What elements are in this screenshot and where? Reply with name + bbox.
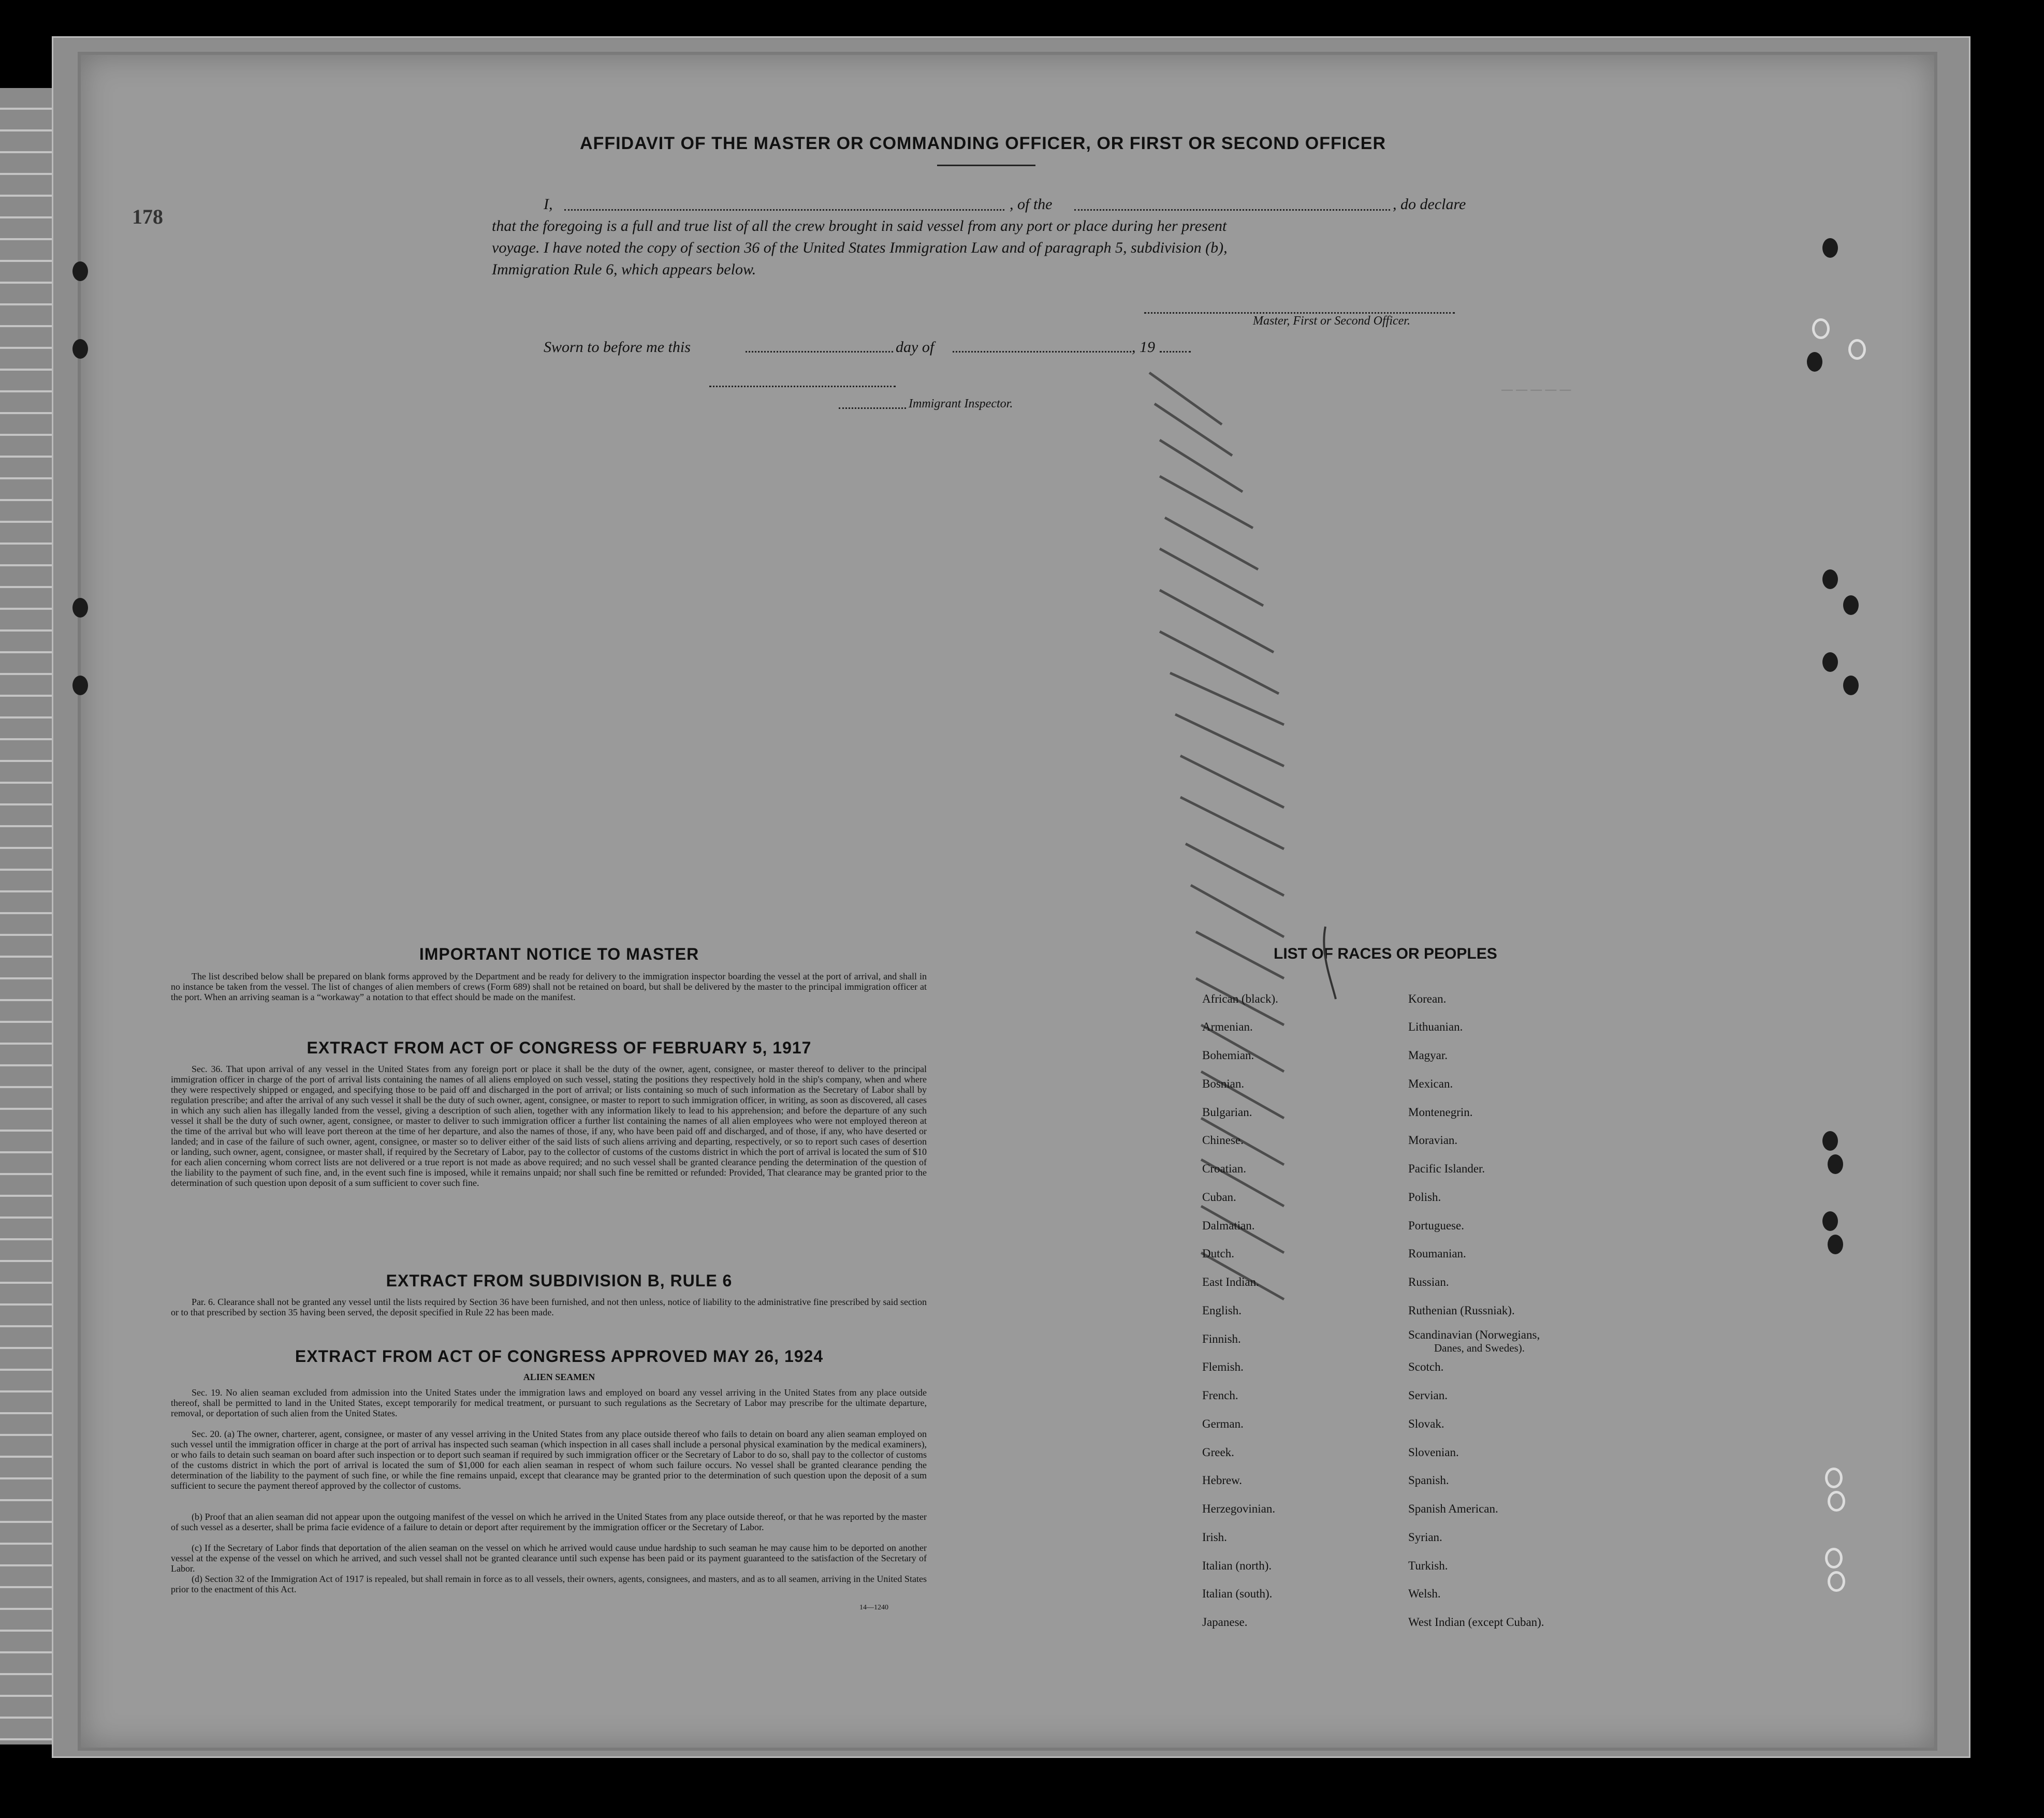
inspector-dotline [839, 407, 906, 409]
race-item: Italian (north). [1202, 1559, 1272, 1572]
binding-hole [1812, 318, 1830, 339]
race-item: Korean. [1408, 992, 1447, 1005]
race-item: Bohemian. [1202, 1049, 1254, 1062]
sworn-year-field[interactable] [1160, 351, 1191, 353]
race-item: Mexican. [1408, 1077, 1453, 1090]
race-item: East Indian. [1202, 1275, 1259, 1288]
race-item: West Indian (except Cuban). [1408, 1616, 1544, 1629]
race-item: Russian. [1408, 1275, 1449, 1288]
signature-field[interactable] [1144, 312, 1455, 314]
inspector-label: Immigrant Inspector. [909, 397, 1013, 410]
binding-hole [1828, 1571, 1845, 1592]
race-item: Japanese. [1202, 1616, 1248, 1629]
race-item-continued: Danes, and Swedes). [1434, 1342, 1525, 1354]
notice-heading: IMPORTANT NOTICE TO MASTER [419, 945, 699, 963]
binding-hole [1843, 676, 1859, 695]
race-item: Flemish. [1202, 1360, 1244, 1373]
sworn-day-field[interactable] [746, 351, 893, 353]
binding-hole [1825, 1548, 1843, 1568]
affidavit-line-3: voyage. I have noted the copy of section 36 of the United States Immigration Law and of paragraph 5, subdivision (b), [492, 239, 1228, 256]
race-item: Servian. [1408, 1389, 1448, 1402]
race-item: Montenegrin. [1408, 1106, 1473, 1119]
race-item: Bulgarian. [1202, 1106, 1252, 1119]
race-item: Turkish. [1408, 1559, 1448, 1572]
race-item: Spanish. [1408, 1474, 1449, 1487]
binding-hole [72, 676, 88, 695]
signature-label: Master, First or Second Officer. [1253, 314, 1410, 328]
extract-1924-sec20a: Sec. 20. (a) The owner, charterer, agent, consignee, or master of any vessel arriving in the United States from any place outside thereof who fails to detain on board any alien seaman employed on such vessel until the immigration officer in charge at the port of arrival has inspected such seaman (which inspection in all cases shall include a personal physical examination by the medical examiners), or who fails to detain such seaman on board after such inspection or to deport such seaman if required by such immigration officer or the Secretary of Labor to do so, shall pay to the collector of customs of the customs district in which the port of arrival is located the sum of $1,000 for each alien seaman in respect of whom such failure occurs. No vessel shall be granted clearance pending the determination of the liability to the payment of such fine, or while the fine remains unpaid, except that clearance may be granted prior to the determination of such question upon the deposit of a sum sufficient to secure the payment thereof approved by the collector of customs. [171, 1429, 927, 1491]
race-item: Pacific Islander. [1408, 1162, 1485, 1175]
extract-1924-sec20c: (c) If the Secretary of Labor finds that deportation of the alien seaman on the vessel on which he arrived would cause undue hardship to such seaman he may cause him to be deported on another vessel at the expense of the vessel on which he arrived, and such vessel shall not be granted clearance until such expense has been paid or its payment guaranteed to the satisfaction of the Secretary of Labor. [171, 1543, 927, 1574]
margin-number: 178 [132, 205, 163, 228]
race-item: French. [1202, 1389, 1238, 1402]
sworn-month-field[interactable] [953, 351, 1131, 353]
race-item: Armenian. [1202, 1020, 1253, 1033]
extract-1917-text: Sec. 36. That upon arrival of any vessel in the United States from any foreign port or place it shall be the duty of the owner, agent, consignee, or master thereof to deliver to the principal immigration officer in charge of the port of arrival lists containing the names of all aliens employed on such vessel, stating the positions they respectively hold in the ship's company, when and where they were respectively shipped or engaged, and specifying those to be paid off and discharged in the port of arrival; or lists containing so much of such information as the Secretary of Labor shall by regulation prescribe; and after the arrival of any such vessel it shall be the duty of such owner, agent, consignee, or master to report to such immigration officer, in writing, as soon as discovered, all cases in which any such alien has illegally landed from the vessel, giving a description of such alien, together with any information likely to lead to his apprehension; and before the departure of any such vessel it shall be the duty of such owner, agent, consignee, or master to deliver to such immigration officer a further list containing the names of all alien employees who were not employed thereon at the time of the arrival but who will leave port thereon at the time of her departure, and also the names of those, if any, who have been paid off and discharged, and of those, if any, who have deserted or landed; and in case of the failure of such owner, agent, consignee, or master so to deliver either of the said lists of such aliens arriving and departing, respectively, or so to report such cases of desertion or landing, such owner, agent, consignee, or master shall, if required by the Secretary of Labor, pay to the collector of customs of the customs district in which the port of arrival is located the sum of $10 for each alien concerning whom correct lists are not delivered or a true report is not made as above required; and no such vessel shall be granted clearance pending the determination of the question of the liability to the payment of such fine, and, in the event such fine is imposed, while it remains unpaid; nor shall such fine be remitted or refunded: Provided, That clearance may be granted prior to the determination of such question upon deposit of a sum sufficient to cover such fine. [171, 1064, 927, 1188]
race-item: Lithuanian. [1408, 1020, 1463, 1033]
race-item: Slovenian. [1408, 1446, 1459, 1459]
extract-1924-sec20d: (d) Section 32 of the Immigration Act of 1917 is repealed, but shall remain in force as to all vessels, their owners, agents, consignees, and masters, and as to all seamen, arriving in the United States prior to the enactment of this Act. [171, 1574, 927, 1594]
race-item: Irish. [1202, 1531, 1227, 1544]
race-item: Magyar. [1408, 1049, 1448, 1062]
binding-hole [1822, 569, 1838, 589]
binding-hole [1843, 595, 1859, 615]
notice-text: The list described below shall be prepared on blank forms approved by the Department and be ready for delivery to the immigration inspector boarding the vessel at the port of arrival, and shall in no instance be taken from the vessel. The list of changes of alien members of crews (Form 689) shall not be retained on board, but shall be delivered by the master to the principal immigration officer at the port. When an arriving seaman is a “workaway” a notation to that effect should be made on the manifest. [171, 971, 927, 1002]
race-item: Scotch. [1408, 1360, 1444, 1373]
binding-hole [1828, 1491, 1845, 1512]
title-underline [937, 165, 1035, 166]
race-item: Welsh. [1408, 1587, 1441, 1600]
race-item: Bosnian. [1202, 1077, 1245, 1090]
binding-hole [1828, 1154, 1843, 1174]
race-item: Cuban. [1202, 1191, 1236, 1204]
binding-hole [1822, 652, 1838, 672]
binding-hole [1825, 1468, 1843, 1488]
binding-hole [1822, 1131, 1838, 1151]
race-item: Dalmatian. [1202, 1219, 1255, 1232]
race-item: Roumanian. [1408, 1247, 1466, 1260]
race-item: Italian (south). [1202, 1587, 1273, 1600]
binding-hole [1828, 1235, 1843, 1254]
affidavit-line-4: Immigration Rule 6, which appears below. [492, 261, 756, 278]
binding-hole [1822, 1211, 1838, 1231]
race-item: Herzegovinian. [1202, 1502, 1276, 1515]
race-item: English. [1202, 1304, 1242, 1317]
race-item: Syrian. [1408, 1531, 1442, 1544]
extract-1917-heading: EXTRACT FROM ACT OF CONGRESS OF FEBRUARY 5, 1917 [306, 1038, 812, 1057]
subdivision-heading: EXTRACT FROM SUBDIVISION B, RULE 6 [386, 1271, 733, 1290]
race-item: Dutch. [1202, 1247, 1234, 1260]
race-item: Croatian. [1202, 1162, 1246, 1175]
binding-hole [1822, 238, 1838, 258]
alien-seamen-subheading: ALIEN SEAMEN [523, 1372, 595, 1382]
race-item: German. [1202, 1417, 1244, 1430]
race-item: Scandinavian (Norwegians, [1408, 1328, 1540, 1341]
affidavit-title: AFFIDAVIT OF THE MASTER OR COMMANDING OFFICER, OR FIRST OR SECOND OFFICER [580, 134, 1386, 153]
race-item: Polish. [1408, 1191, 1441, 1204]
race-item: Hebrew. [1202, 1474, 1243, 1487]
race-item: Greek. [1202, 1446, 1234, 1459]
race-item: Ruthenian (Russniak). [1408, 1304, 1515, 1317]
form-number: 14—1240 [859, 1604, 888, 1611]
race-item: Finnish. [1202, 1332, 1241, 1345]
race-item: Moravian. [1408, 1134, 1458, 1147]
pen-mark [1315, 921, 1346, 1004]
vessel-field[interactable] [1074, 209, 1390, 211]
race-item: Spanish American. [1408, 1502, 1498, 1515]
race-item: Slovak. [1408, 1417, 1444, 1430]
races-title: LIST OF RACES OR PEOPLES [1274, 945, 1497, 962]
subdivision-text: Par. 6. Clearance shall not be granted any vessel until the lists required by Section 36 have been furnished, and not then unless, notice of liability to the administrative fine prescribed by said section or to that prescribed by section 35 having been served, the deposit specified in Rule 22 has been made. [171, 1297, 927, 1317]
binding-hole [72, 339, 88, 359]
form-sheet [78, 52, 1937, 1751]
race-item: Portuguese. [1408, 1219, 1464, 1232]
extract-1924-sec19: Sec. 19. No alien seaman excluded from admission into the United States under the immigration laws and employed on board any vessel arriving in the United States from any place outside thereof, shall be permitted to land in the United States, except temporarily for medical treatment, or pursuant to such regulations as the Secretary of Labor may prescribe for the ultimate departure, removal, or deportation of such alien from the United States. [171, 1387, 927, 1418]
affidavit-line-2: that the foregoing is a full and true list of all the crew brought in said vessel from any port or place during her present [492, 217, 1227, 234]
binding-hole [72, 261, 88, 281]
binding-hole [1807, 352, 1822, 372]
race-item: Chinese. [1202, 1134, 1244, 1147]
inspector-signature-field[interactable] [709, 386, 896, 387]
binding-hole [72, 598, 88, 618]
extract-1924-sec20b: (b) Proof that an alien seaman did not appear upon the outgoing manifest of the vessel on which he arrived in the United States from any place outside thereof, or that he was reported by the master of such vessel as a deserter, shall be prima facie evidence of a failure to detain or deport after requirement by the immigration officer or the Secretary of Labor. [171, 1512, 927, 1532]
binding-hole [1848, 339, 1866, 360]
bleed-through-text: ― ― ― ― ― [1501, 383, 1571, 396]
name-field[interactable] [564, 209, 1004, 211]
extract-1924-heading: EXTRACT FROM ACT OF CONGRESS APPROVED MAY 26, 1924 [295, 1347, 824, 1366]
race-item: African (black). [1202, 992, 1278, 1005]
